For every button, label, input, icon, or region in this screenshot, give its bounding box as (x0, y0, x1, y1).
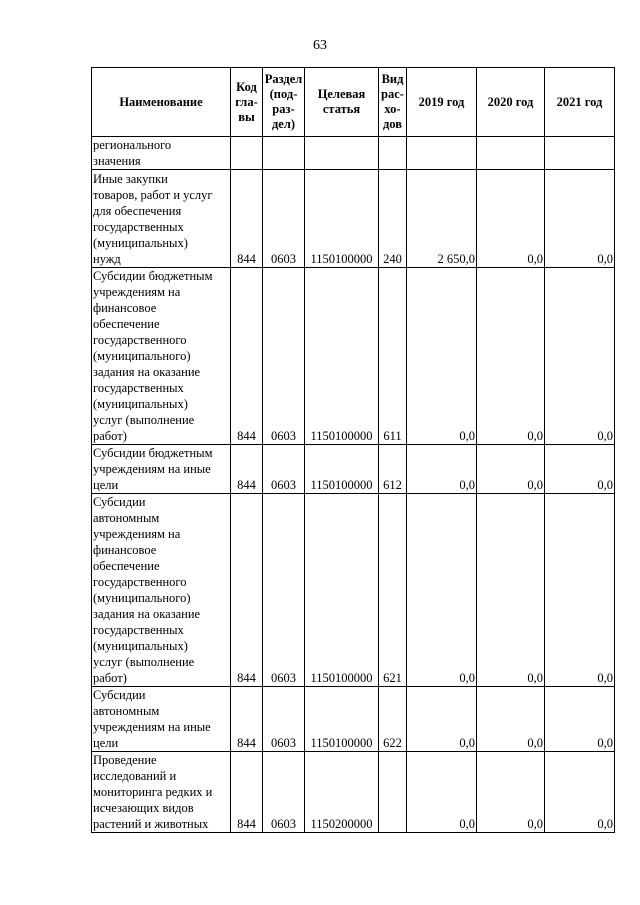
row-2019: 0,0 (407, 445, 477, 494)
row-2019: 0,0 (407, 687, 477, 752)
header-2020: 2020 год (477, 68, 545, 137)
row-2019: 0,0 (407, 268, 477, 445)
row-2020: 0,0 (477, 268, 545, 445)
row-type (379, 752, 407, 833)
row-2019 (407, 137, 477, 170)
row-section: 0603 (263, 170, 305, 268)
table-row (92, 494, 615, 687)
row-target: 1150100000 (305, 268, 379, 445)
row-name: Субсидии бюджетным учреждениям на финансовое обеспечение государственного (муниципального) задания на оказание государственных (муниципальных) услуг (выполнение работ) (92, 268, 231, 445)
row-2021: 0,0 (545, 752, 615, 833)
row-name: Проведение исследований и мониторинга редких и исчезающих видов растений и животных (92, 752, 231, 833)
row-2019: 2 650,0 (407, 170, 477, 268)
row-2020: 0,0 (477, 494, 545, 687)
header-code: Код гла- вы (231, 68, 263, 137)
row-2020: 0,0 (477, 170, 545, 268)
table-row (92, 170, 615, 268)
row-code (231, 137, 263, 170)
row-section: 0603 (263, 687, 305, 752)
row-name: Субсидии автономным учреждениям на финансовое обеспечение государственного (муниципального) задания на оказание государственных (муниципальных) услуг (выполнение работ) (92, 494, 231, 687)
row-2019: 0,0 (407, 494, 477, 687)
row-2020: 0,0 (477, 752, 545, 833)
table-row (92, 445, 615, 494)
header-type: Вид рас- хо- дов (379, 68, 407, 137)
row-section: 0603 (263, 752, 305, 833)
row-target: 1150100000 (305, 494, 379, 687)
row-target (305, 137, 379, 170)
row-2021: 0,0 (545, 170, 615, 268)
row-code: 844 (231, 170, 263, 268)
row-2021: 0,0 (545, 494, 615, 687)
row-section (263, 137, 305, 170)
header-2021: 2021 год (545, 68, 615, 137)
row-name: Иные закупки товаров, работ и услуг для обеспечения государственных (муниципальных) нужд (92, 170, 231, 268)
row-target: 1150100000 (305, 445, 379, 494)
row-target: 1150100000 (305, 687, 379, 752)
row-2019: 0,0 (407, 752, 477, 833)
row-type: 621 (379, 494, 407, 687)
row-2020: 0,0 (477, 687, 545, 752)
table-row (92, 752, 615, 833)
row-2021: 0,0 (545, 268, 615, 445)
table-row (92, 687, 615, 752)
row-2021: 0,0 (545, 445, 615, 494)
row-name: Субсидии автономным учреждениям на иные цели (92, 687, 231, 752)
row-2020 (477, 137, 545, 170)
row-section: 0603 (263, 445, 305, 494)
header-name: Наименование (92, 68, 231, 137)
row-code: 844 (231, 687, 263, 752)
row-2020: 0,0 (477, 445, 545, 494)
header-row (92, 68, 615, 137)
header-target: Целевая статья (305, 68, 379, 137)
row-type: 611 (379, 268, 407, 445)
row-type (379, 137, 407, 170)
header-2019: 2019 год (407, 68, 477, 137)
row-code: 844 (231, 268, 263, 445)
row-name: Субсидии бюджетным учреждениям на иные цели (92, 445, 231, 494)
row-target: 1150200000 (305, 752, 379, 833)
row-type: 622 (379, 687, 407, 752)
row-type: 612 (379, 445, 407, 494)
row-target: 1150100000 (305, 170, 379, 268)
row-code: 844 (231, 494, 263, 687)
row-section: 0603 (263, 494, 305, 687)
budget-table (91, 67, 615, 833)
table-row (92, 137, 615, 170)
row-2021 (545, 137, 615, 170)
row-name: регионального значения (92, 137, 231, 170)
header-section: Раздел (под- раз- дел) (263, 68, 305, 137)
row-type: 240 (379, 170, 407, 268)
row-code: 844 (231, 752, 263, 833)
row-section: 0603 (263, 268, 305, 445)
row-code: 844 (231, 445, 263, 494)
row-2021: 0,0 (545, 687, 615, 752)
page-number: 63 (313, 38, 327, 53)
table-row (92, 268, 615, 445)
